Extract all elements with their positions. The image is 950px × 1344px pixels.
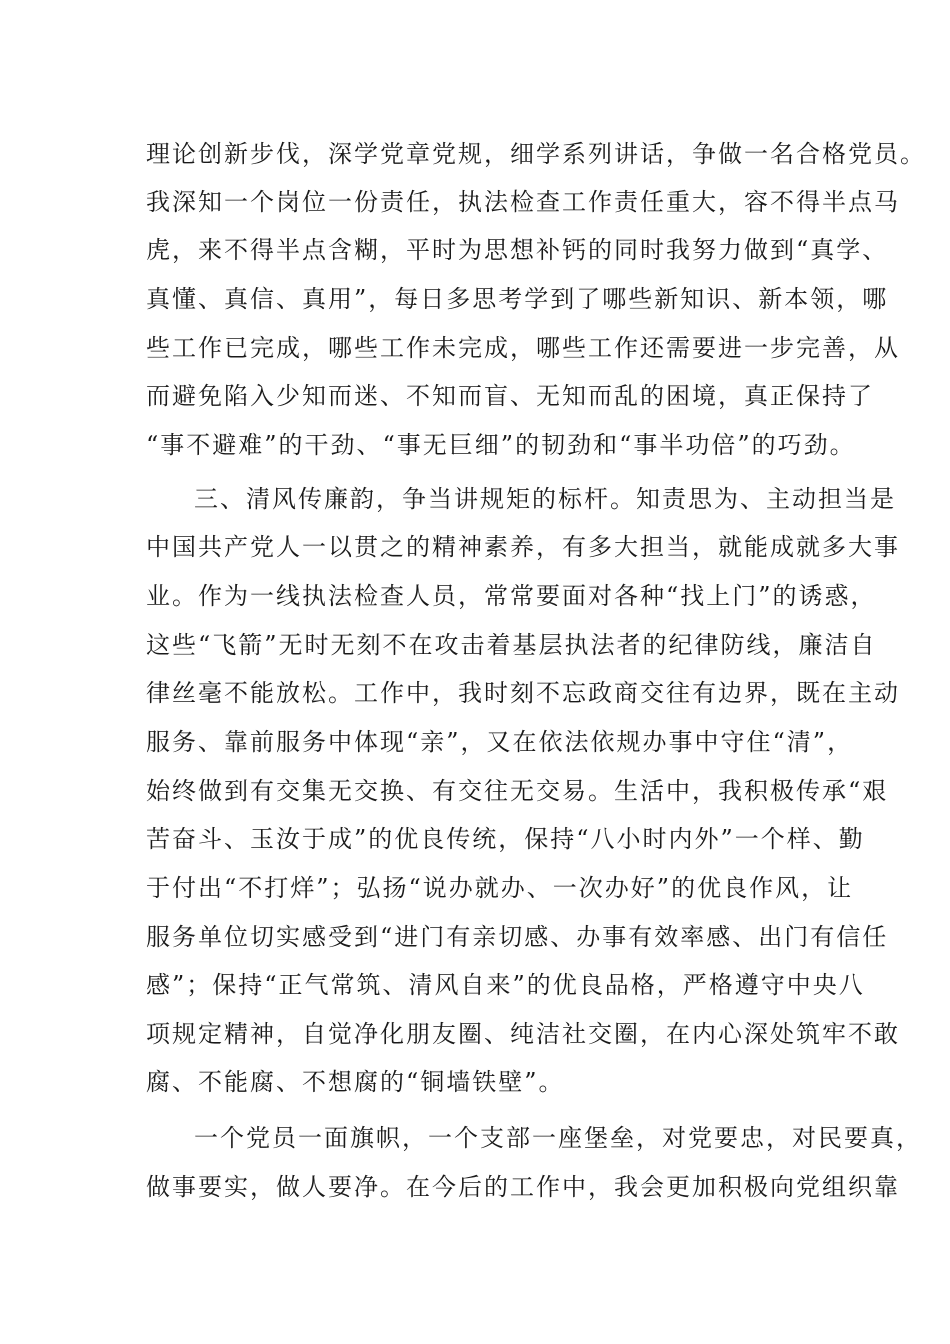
text-line: 做事要实，做人要净。在今后的工作中，我会更加积极向党组织靠 bbox=[146, 1173, 900, 1201]
text-line: 于付出“不打烊”；弘扬“说办就办、一次办好”的优良作风，让 bbox=[146, 874, 854, 902]
paragraph-first-line: 一个党员一面旗帜，一个支部一座堡垒，对党要忠，对民要真， bbox=[194, 1124, 922, 1152]
text-line: 苦奋斗、玉汝于成”的优良传统，保持“八小时内外”一个样、勤 bbox=[146, 825, 865, 853]
text-line: 我深知一个岗位一份责任，执法检查工作责任重大，容不得半点马 bbox=[146, 188, 900, 216]
text-line: 理论创新步伐，深学党章党规，细学系列讲话，争做一名合格党员。 bbox=[146, 140, 926, 168]
text-line: 服务单位切实感受到“进门有亲切感、办事有效率感、出门有信任 bbox=[146, 923, 889, 951]
text-line: 业。作为一线执法检查人员，常常要面对各种“找上门”的诱惑， bbox=[146, 582, 877, 610]
text-line: 律丝毫不能放松。工作中，我时刻不忘政商交往有边界，既在主动 bbox=[146, 679, 900, 707]
text-line: 这些“飞箭”无时无刻不在攻击着基层执法者的纪律防线，廉洁自 bbox=[146, 631, 877, 659]
text-line: 些工作已完成，哪些工作未完成，哪些工作还需要进一步完善，从 bbox=[146, 334, 900, 362]
text-line: 感”；保持“正气常筑、清风自来”的优良品格，严格遵守中央八 bbox=[146, 971, 865, 999]
text-line: 而避免陷入少知而迷、不知而盲、无知而乱的困境，真正保持了 bbox=[146, 382, 874, 410]
text-line: 中国共产党人一以贯之的精神素养，有多大担当，就能成就多大事 bbox=[146, 533, 900, 561]
section-heading-line: 三、清风传廉韵，争当讲规矩的标杆。知责思为、主动担当是 bbox=[194, 485, 896, 513]
text-line: “事不避难”的干劲、“事无巨细”的韧劲和“事半功倍”的巧劲。 bbox=[146, 431, 856, 459]
text-line: 始终做到有交集无交换、有交往无交易。生活中，我积极传承“艰 bbox=[146, 777, 889, 805]
text-line: 真懂、真信、真用”，每日多思考学到了哪些新知识、新本领，哪 bbox=[146, 285, 889, 313]
text-line: 项规定精神，自觉净化朋友圈、纯洁社交圈，在内心深处筑牢不敢 bbox=[146, 1020, 900, 1048]
text-line: 虎，来不得半点含糊，平时为思想补钙的同时我努力做到“真学、 bbox=[146, 236, 889, 264]
text-line: 服务、靠前服务中体现“亲”，又在依法依规办事中守住“清”， bbox=[146, 728, 854, 756]
text-line: 腐、不能腐、不想腐的“铜墙铁壁”。 bbox=[146, 1068, 565, 1096]
